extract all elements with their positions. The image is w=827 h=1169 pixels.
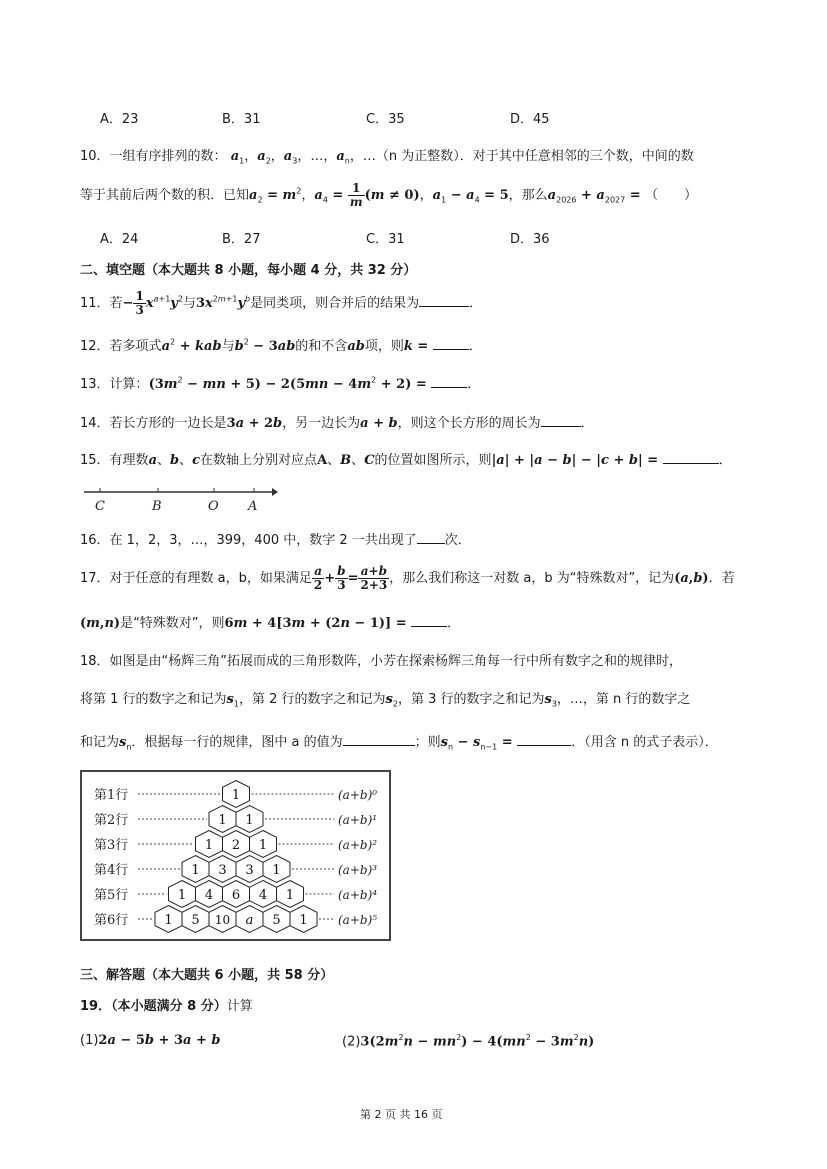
hex-value: 1: [299, 913, 308, 928]
hex-value: 1: [258, 838, 268, 853]
q10-option-d: D．36: [510, 232, 550, 247]
q9-option-a: A．23: [100, 112, 139, 127]
page-footer: 第 2 页 共 16 页: [360, 1108, 443, 1121]
yanghui-triangle-figure: [80, 770, 391, 941]
hex-value: 1: [272, 863, 281, 878]
question-13: 13．计算：($3m^2$ − mn + $5) - 2(5mn - 4m^2 + 2)$ = ．: [80, 375, 481, 392]
hex-value: 4: [258, 888, 268, 903]
hex-value: 1: [231, 788, 241, 803]
question-10-line1: 10．一组有序排列的数： $a_1$，$a_2$，$a_3$，…，$a_n$，…（n 为正整数）．对于其中任意相邻的三个数，中间的数: [80, 149, 694, 166]
q9-option-b: B．31: [222, 112, 261, 127]
question-12: 12．若多项式$a^2$ + kab与$b^2 - 3ab$的和不含ab项，则k = ．: [80, 337, 482, 354]
number-line-arrow: [272, 488, 278, 496]
question-10-line2: 等于其前后两个数的积．已知$a_2 = m^2$，$a_4$ = $\frac{1}{m}$ (m ≠ 0)，$a_1 - a_4 = 5$，那么$a_{2026} + a_{2027}$ = （ ）: [80, 181, 698, 209]
row-label: 第2行: [94, 813, 129, 828]
section-2-heading: 二、填空题（本大题共 8 小题，每小题 4 分，共 32 分）: [80, 263, 417, 278]
question-17-line2: (m,n)是“特殊数对”，则6m + 4[3m + (2n − 1)] = ．: [80, 616, 461, 631]
q10-option-a: A．24: [100, 232, 139, 247]
row-label: 第6行: [94, 913, 129, 928]
label-a: A: [248, 499, 258, 514]
question-15: 15．有理数a、b、c在数轴上分别对应点A、B、C的位置如图所示，则|a| + |a − b| − |c + b| = ．: [80, 453, 732, 468]
hex-value: 3: [245, 863, 254, 878]
hex-value: 1: [285, 888, 295, 903]
row-label: 第4行: [94, 863, 129, 878]
hex-value: 5: [191, 913, 200, 928]
q10-option-c: C．31: [366, 232, 405, 247]
row-power: (a+b)⁵: [338, 913, 378, 927]
question-19-part1: (1)2a − 5b + 3a + b: [80, 1033, 221, 1048]
hex-value: 2: [231, 838, 241, 853]
triangle-svg: [82, 772, 389, 939]
question-17-line1: 17．对于任意的有理数 a，b，如果满足 $\frac{a}{2}$ + $\frac{b}{3}$ = $\frac{a+b}{2+3}$ ，那么我们称这一对数 a，b 为“特殊数对”，记为(a,b)．若: [80, 564, 735, 592]
section-3-heading: 三、解答题（本大题共 6 小题，共 58 分）: [80, 968, 334, 983]
question-19-part2: $(2)3(2m^2n - mn^2) - 4(mn^2 - 3m^2n)$: [342, 1033, 595, 1050]
hex-value: 1: [177, 888, 187, 903]
question-11: 11．若− $\frac{1}{3}$ $x^{a+1}y^2$与$3x^{2m+1}y^b$是同类项，则合并后的结果为 ．: [80, 289, 483, 317]
number-line-figure: [82, 482, 282, 516]
question-14: 14．若长方形的一边长是3a + 2b，另一边长为a + b，则这个长方形的周长为 ．: [80, 416, 594, 431]
hex-value: 3: [218, 863, 227, 878]
question-19-title: 19．（本小题满分 8 分）计算: [80, 999, 253, 1014]
label-b: B: [152, 499, 162, 514]
hex-value: 6: [231, 888, 241, 903]
q9-option-d: D．45: [510, 112, 550, 127]
q9-option-c: C．35: [366, 112, 405, 127]
hex-value: 10: [214, 913, 231, 927]
q10-option-b: B．27: [222, 232, 261, 247]
question-18-line3: 和记为$s_n$．根据每一行的规律，图中 a 的值为 ；则$s_n - s_{n-1}$ = ．（用含 n 的式子表示）．: [80, 735, 718, 752]
hex-value: 1: [245, 813, 254, 828]
row-power: (a+b)⁴: [338, 888, 378, 902]
label-o: O: [208, 499, 219, 514]
row-power: (a+b)²: [338, 838, 378, 852]
hex-value: 5: [272, 913, 281, 928]
row-power: (a+b)⁰: [338, 788, 378, 802]
question-16: 16．在 1，2，3，…，399，400 中，数字 2 一共出现了 次．: [80, 533, 471, 548]
hex-value: 1: [164, 913, 173, 928]
row-label: 第5行: [94, 888, 129, 903]
label-c: C: [95, 499, 105, 514]
hex-value: 1: [204, 838, 214, 853]
row-power: (a+b)³: [338, 863, 378, 877]
row-power: (a+b)¹: [338, 813, 378, 827]
hex-value: 1: [191, 863, 200, 878]
question-18-line1: 18．如图是由“杨辉三角”拓展而成的三角形数阵，小芳在探索杨辉三角每一行中所有数字之和的规律时，: [80, 654, 683, 669]
row-label: 第3行: [94, 838, 129, 853]
question-18-line2: 将第 1 行的数字之和记为$s_1$，第 2 行的数字之和记为$s_2$，第 3 行的数字之和记为$s_3$，…，第 n 行的数字之: [80, 692, 691, 709]
row-label: 第1行: [94, 788, 129, 803]
hex-value: 1: [218, 813, 227, 828]
hex-value: a: [245, 913, 254, 928]
hex-value: 4: [204, 888, 214, 903]
